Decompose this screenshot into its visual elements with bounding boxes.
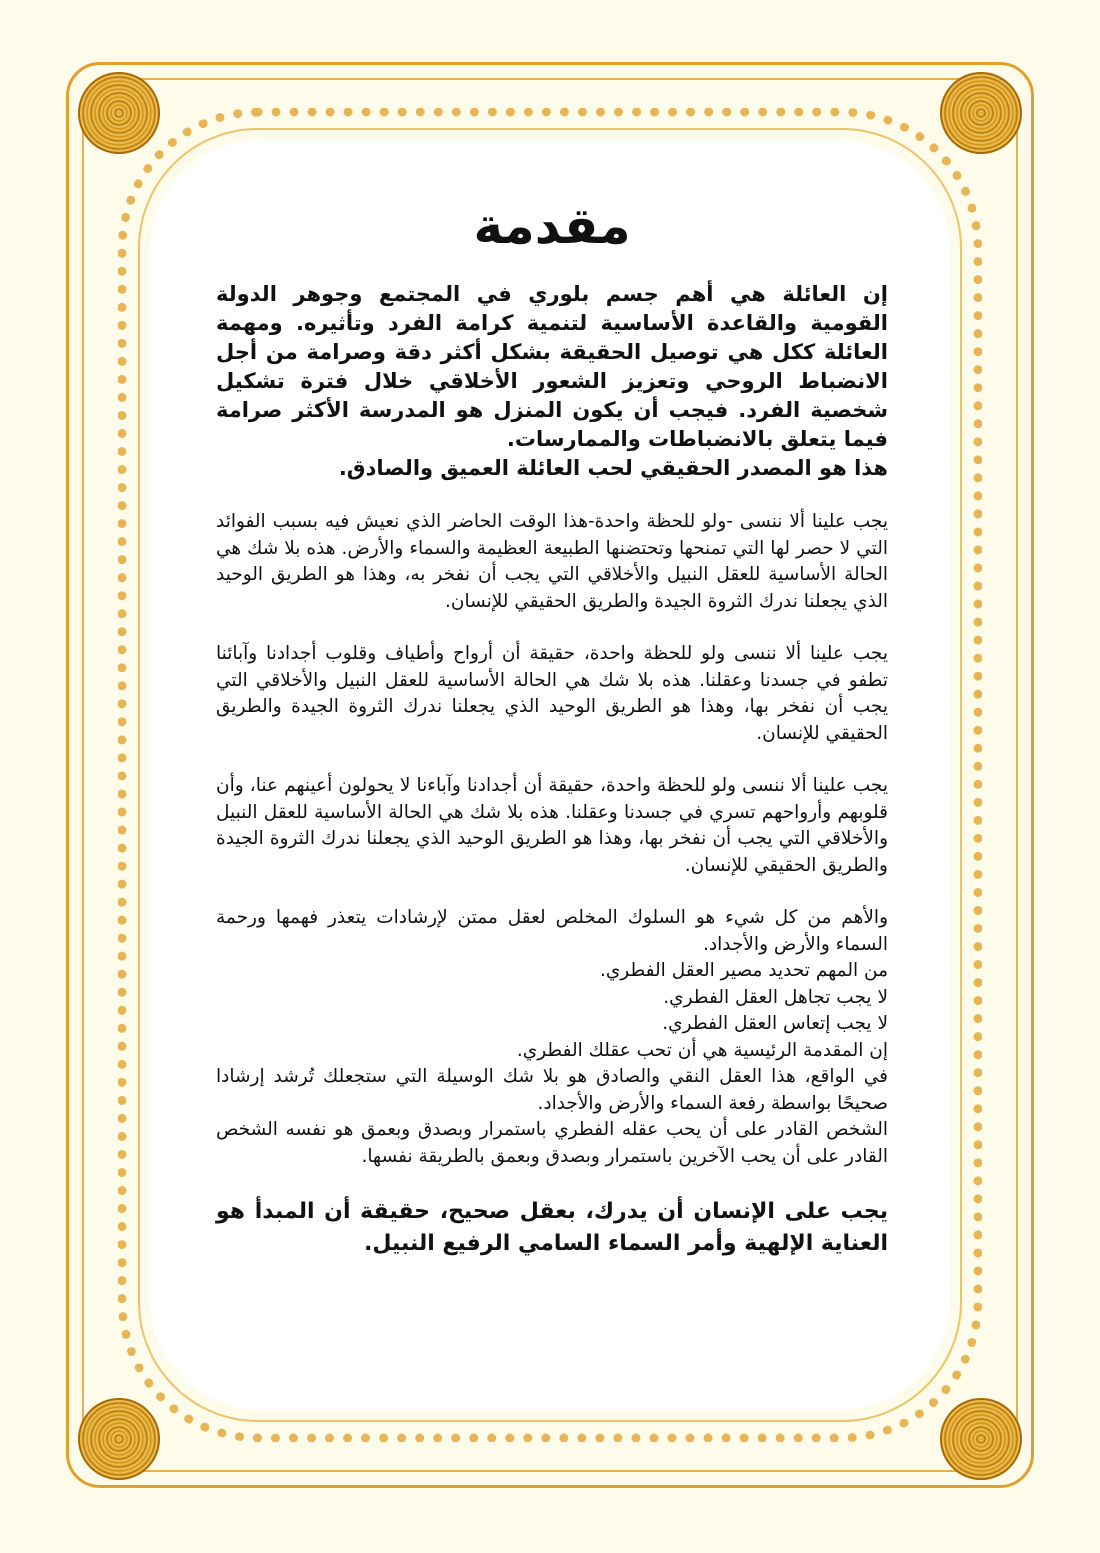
corner-medallion-top-right-icon bbox=[940, 72, 1022, 154]
intro-paragraph: إن العائلة هي أهم جسم بلوري في المجتمع وجوهر الدولة القومية والقاعدة الأساسية لتنمية كرامة الفرد وتأثيره. ومهمة العائلة ككل هي توصيل الحقيقة بشكل أكثر دقة وصرامة من أجل الانضباط الروحي وتعزيز الشعور الأخلاقي خلال فترة تشكيل شخصية الفرد. فيجب أن يكون المنزل هو المدرسة الأكثر صرامة فيما يتعلق بالانضباطات والممارسات. bbox=[216, 282, 888, 451]
corner-medallion-bottom-left-icon bbox=[78, 1398, 160, 1480]
paragraph-2: يجب علينا ألا ننسى ولو للحظة واحدة، حقيقة أن أرواح وأطياف وقلوب أجدادنا وآبائنا تطفو في جسدنا وعقلنا. هذه بلا شك هي الحالة الأساسية للعقل النبيل والأخلاقي التي يجب أن نفخر بها، وهذا هو الطريق الوحيد الذي يجعلنا ندرك الثروة الجيدة والطريق الحقيقي للإنسان. bbox=[216, 643, 888, 744]
page-title: مقدمة bbox=[473, 197, 631, 255]
document-body bbox=[216, 190, 888, 1260]
line-3: لا يجب تجاهل العقل الفطري. bbox=[663, 986, 888, 1008]
intro-conclusion: هذا هو المصدر الحقيقي لحب العائلة العميق والصادق. bbox=[338, 456, 888, 480]
line-5: إن المقدمة الرئيسية هي أن تحب عقلك الفطري. bbox=[516, 1039, 888, 1061]
line-6: في الواقع، هذا العقل النقي والصادق هو بلا شك الوسيلة التي ستجعلك تُرشد إرشادا صحيحًا بواسطة رفعة السماء والأرض والأجداد. bbox=[216, 1066, 888, 1114]
paragraph-1: يجب علينا ألا ننسى -ولو للحظة واحدة-هذا الوقت الحاضر الذي نعيش فيه بسبب الفوائد التي لا حصر لها التي تمنحها وتحتضنها الطبيعة العظيمة والسماء والأرض. هذه بلا شك هي الحالة الأساسية للعقل النبيل والأخلاقي التي يجب أن نفخر به، وهذا هو الطريق الوحيد الذي يجعلنا ندرك الثروة الجيدة والطريق الحقيقي للإنسان. bbox=[216, 511, 888, 612]
corner-medallion-top-left-icon bbox=[78, 72, 160, 154]
line-1: والأهم من كل شيء هو السلوك المخلص لعقل ممتن لإرشادات يتعذر فهمها ورحمة السماء والأرض والأجداد. bbox=[216, 907, 888, 955]
corner-medallion-bottom-right-icon bbox=[940, 1398, 1022, 1480]
closing-statement: يجب على الإنسان أن يدرك، بعقل صحيح، حقيقة أن المبدأ هو العناية الإلهية وأمر السماء السامي الرفيع النبيل. bbox=[216, 1199, 888, 1256]
line-7: الشخص القادر على أن يحب عقله الفطري باستمرار وبصدق وبعمق هو نفسه الشخص القادر على أن يحب الآخرين باستمرار وبصدق وبعمق بالطريقة نفسها. bbox=[216, 1119, 888, 1167]
line-2: من المهم تحديد مصير العقل الفطري. bbox=[599, 960, 888, 981]
line-4: لا يجب إتعاس العقل الفطري. bbox=[662, 1013, 888, 1034]
paragraph-3: يجب علينا ألا ننسى ولو للحظة واحدة، حقيقة أن أجدادنا وآباءنا لا يحولون أعينهم عنا، وأن قلوبهم وأرواحهم تسري في جسدنا وعقلنا. هذه بلا شك هي الحالة الأساسية للعقل النبيل والأخلاقي التي يجب أن نفخر بها، وهذا هو الطريق الوحيد الذي يجعلنا ندرك الثروة الجيدة والطريق الحقيقي للإنسان. bbox=[216, 775, 888, 876]
